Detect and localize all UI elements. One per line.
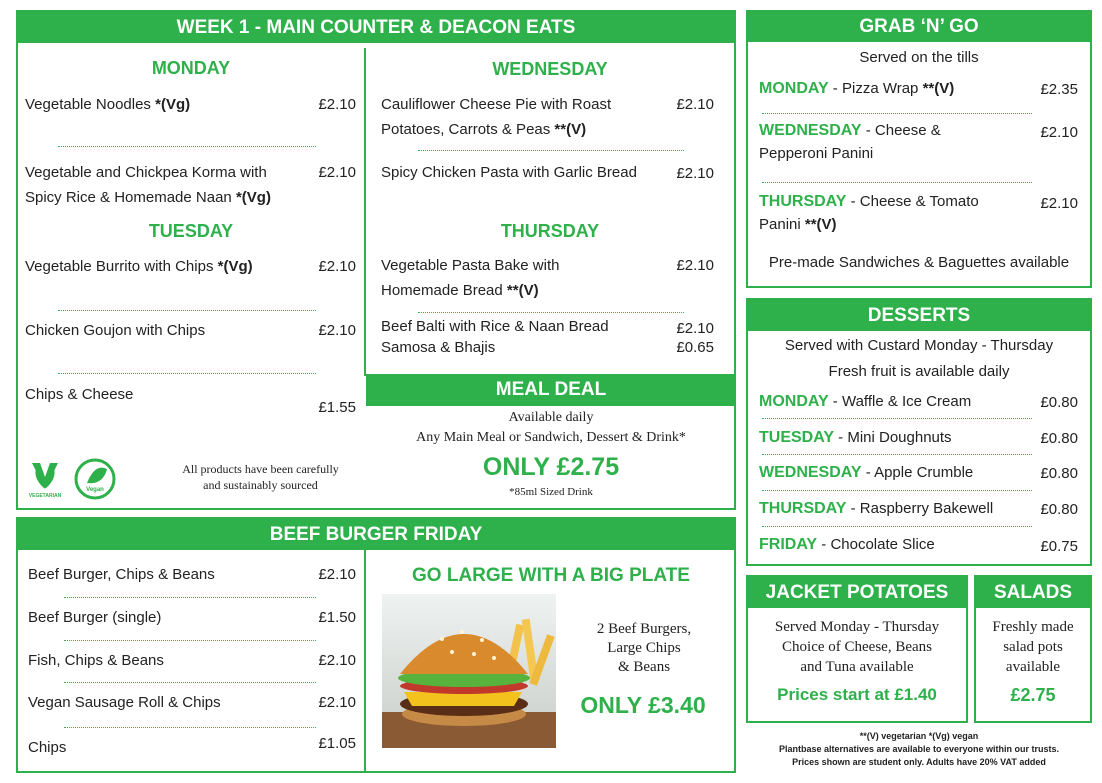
desserts-fruit-note: Fresh fruit is available daily xyxy=(828,363,1010,380)
jacket-potatoes-title: JACKET POTATOES xyxy=(748,577,966,608)
burger-item-price: £1.50 xyxy=(318,609,356,626)
grab-n-go-subtitle: Served on the tills xyxy=(859,49,979,66)
dotted-divider xyxy=(762,454,1032,455)
tuesday-heading: TUESDAY xyxy=(148,221,234,241)
grab-item: MONDAY - Pizza Wrap **(V) xyxy=(759,80,955,97)
menu-item-price: £2.10 xyxy=(676,165,714,182)
monday-heading: MONDAY xyxy=(151,58,231,78)
dotted-divider xyxy=(762,113,1032,114)
footnotes xyxy=(746,730,1092,769)
menu-item-price: £1.55 xyxy=(318,399,356,416)
dotted-divider xyxy=(58,373,316,374)
svg-text:VEGETARIAN: VEGETARIAN xyxy=(28,493,62,499)
menu-item: Samosa & Bhajis xyxy=(381,339,496,356)
jacket-potatoes-panel xyxy=(746,575,968,723)
menu-item: Vegetable and Chickpea Korma with Spicy Rice & Homemade Naan *(Vg) xyxy=(25,164,271,206)
grab-n-go-footer: Pre-made Sandwiches & Baguettes available xyxy=(768,254,1070,271)
dessert-item: TUESDAY - Mini Doughnuts xyxy=(759,429,952,446)
column-divider xyxy=(364,48,366,376)
footnote-vat: Prices shown are student only. Adults have 20% VAT added xyxy=(792,757,1046,767)
dessert-item-price: £0.75 xyxy=(1040,538,1078,555)
dotted-divider xyxy=(762,490,1032,491)
menu-item-price: £2.10 xyxy=(676,257,714,274)
big-plate-description: 2 Beef Burgers, Large Chips & Beans xyxy=(596,621,692,675)
grab-item-price: £2.35 xyxy=(1040,81,1078,98)
desserts-title: DESSERTS xyxy=(748,300,1090,331)
vegetarian-badge-icon xyxy=(26,455,64,499)
salads-title: SALADS xyxy=(976,577,1090,608)
menu-item: Vegetable Pasta Bake with Homemade Bread **(V) xyxy=(381,257,560,299)
meal-deal-price: ONLY £2.75 xyxy=(482,453,620,481)
dessert-item-price: £0.80 xyxy=(1040,430,1078,447)
salads-price: £2.75 xyxy=(1010,685,1056,705)
footnote-plantbase: Plantbase alternatives are available to everyone within our trusts. xyxy=(778,744,1060,754)
dotted-divider xyxy=(418,150,684,151)
salads-panel xyxy=(974,575,1092,723)
dotted-divider xyxy=(762,182,1032,183)
burger-item: Beef Burger (single) xyxy=(28,609,162,626)
grab-n-go-panel xyxy=(746,10,1092,288)
burger-item: Vegan Sausage Roll & Chips xyxy=(28,694,221,711)
dessert-item: THURSDAY - Raspberry Bakewell xyxy=(759,500,994,517)
dessert-item-price: £0.80 xyxy=(1040,465,1078,482)
jacket-potatoes-price: Prices start at £1.40 xyxy=(777,685,937,704)
menu-item: Cauliflower Cheese Pie with Roast Potatoes, Carrots & Peas **(V) xyxy=(381,96,612,138)
menu-item: Beef Balti with Rice & Naan Bread xyxy=(381,318,609,335)
grab-n-go-title: GRAB ‘N’ GO xyxy=(748,12,1090,42)
vegan-badge-icon xyxy=(73,457,117,501)
week-menu-panel xyxy=(16,10,736,510)
meal-deal-description: Any Main Meal or Sandwich, Dessert & Drink* xyxy=(416,430,686,445)
dessert-item: MONDAY - Waffle & Ice Cream xyxy=(759,393,972,410)
dotted-divider xyxy=(58,146,316,147)
grab-item: THURSDAY - Cheese & Tomato Panini **(V) xyxy=(759,193,979,233)
menu-item-price: £2.10 xyxy=(318,322,356,339)
burger-item-price: £2.10 xyxy=(318,566,356,583)
burger-friday-panel xyxy=(16,517,736,773)
menu-item: Vegetable Noodles *(Vg) xyxy=(25,96,191,113)
meal-deal-note: *85ml Sized Drink xyxy=(509,486,593,498)
svg-text:Vegan: Vegan xyxy=(86,487,104,493)
grab-item: WEDNESDAY - Cheese & Pepperoni Panini xyxy=(759,122,941,162)
dessert-item: FRIDAY - Chocolate Slice xyxy=(759,536,935,553)
dotted-divider xyxy=(64,682,316,683)
sourcing-note: All products have been carefully and sustainably sourced xyxy=(182,462,339,492)
burger-photo-icon xyxy=(382,594,556,748)
dotted-divider xyxy=(64,727,316,728)
jacket-potatoes-description: Served Monday - Thursday Choice of Cheese, Beans and Tuna available xyxy=(774,619,940,675)
desserts-panel xyxy=(746,298,1092,566)
dotted-divider xyxy=(64,640,316,641)
menu-item-price: £0.65 xyxy=(676,339,714,356)
column-divider xyxy=(364,550,366,771)
burger-item-price: £2.10 xyxy=(318,694,356,711)
menu-item-price: £2.10 xyxy=(676,320,714,337)
meal-deal-header: MEAL DEAL xyxy=(366,374,736,406)
dessert-item: WEDNESDAY - Apple Crumble xyxy=(759,464,974,481)
menu-item-price: £2.10 xyxy=(318,258,356,275)
grab-item-price: £2.10 xyxy=(1040,195,1078,212)
menu-item-price: £2.10 xyxy=(318,96,356,113)
dotted-divider xyxy=(762,526,1032,527)
meal-deal-availability: Available daily xyxy=(508,410,594,425)
salads-description: Freshly made salad pots available xyxy=(992,619,1074,675)
menu-item: Chips & Cheese xyxy=(25,386,134,403)
burger-item-price: £1.05 xyxy=(318,735,356,752)
dotted-divider xyxy=(64,597,316,598)
big-plate-price: ONLY £3.40 xyxy=(580,692,706,718)
burger-friday-title: BEEF BURGER FRIDAY xyxy=(18,519,734,550)
menu-item: Spicy Chicken Pasta with Garlic Bread xyxy=(381,164,637,181)
burger-item: Beef Burger, Chips & Beans xyxy=(28,566,215,583)
week-menu-title: WEEK 1 - MAIN COUNTER & DEACON EATS xyxy=(18,12,734,43)
big-plate-title: GO LARGE WITH A BIG PLATE xyxy=(412,565,690,586)
burger-item: Chips xyxy=(28,739,67,756)
dotted-divider xyxy=(418,312,684,313)
desserts-custard-note: Served with Custard Monday - Thursday xyxy=(784,337,1054,354)
menu-item: Chicken Goujon with Chips xyxy=(25,322,206,339)
dotted-divider xyxy=(762,418,1032,419)
menu-item-price: £2.10 xyxy=(318,164,356,181)
burger-item-price: £2.10 xyxy=(318,652,356,669)
dessert-item-price: £0.80 xyxy=(1040,394,1078,411)
dessert-item-price: £0.80 xyxy=(1040,501,1078,518)
wednesday-heading: WEDNESDAY xyxy=(492,59,608,79)
footnote-diet-key: **(V) vegetarian *(Vg) vegan xyxy=(859,731,979,741)
dotted-divider xyxy=(58,310,316,311)
burger-item: Fish, Chips & Beans xyxy=(28,652,164,669)
grab-item-price: £2.10 xyxy=(1040,124,1078,141)
menu-item-price: £2.10 xyxy=(676,96,714,113)
thursday-heading: THURSDAY xyxy=(500,221,600,241)
menu-item: Vegetable Burrito with Chips *(Vg) xyxy=(25,258,253,275)
